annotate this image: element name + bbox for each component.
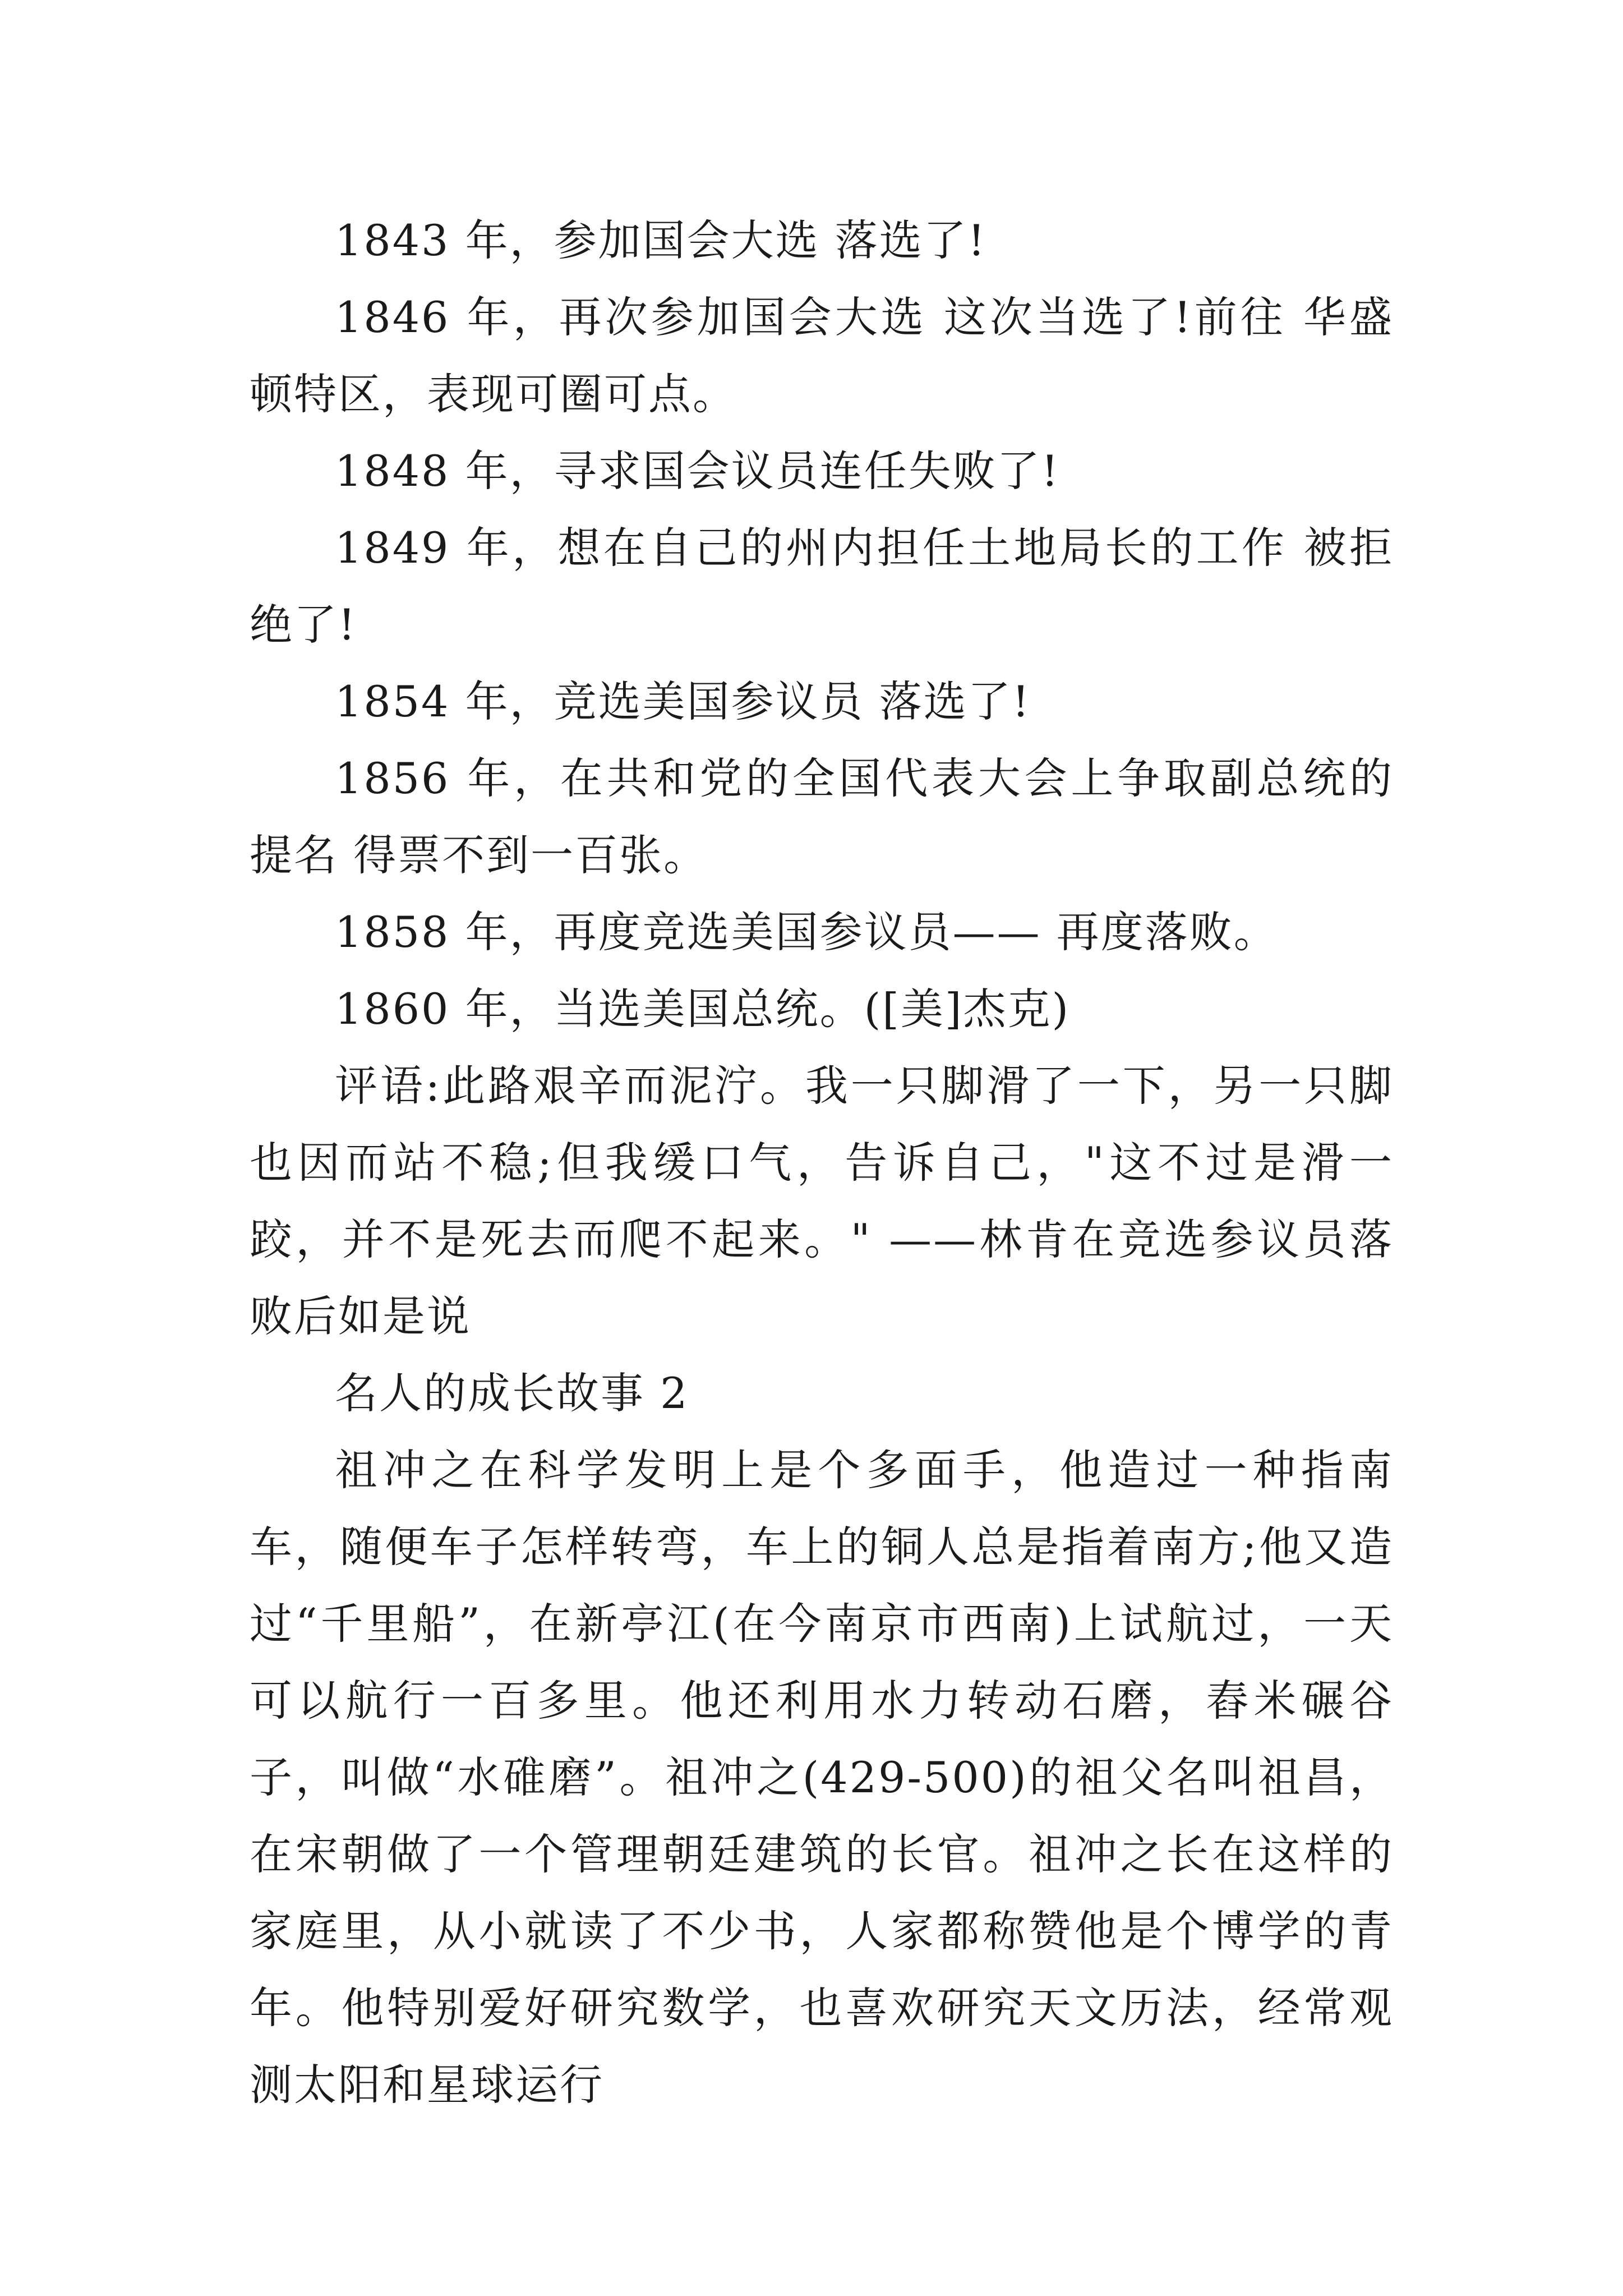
paragraph-1858: 1858 年，再度竞选美国参议员—— 再度落败。 <box>335 907 1278 957</box>
paragraph-1846: 1846 年，再次参加国会大选 这次当选了!前往 华盛顿特区，表现可圈可点。 <box>250 292 1394 419</box>
paragraph-comment: 评语:此路艰辛而泥泞。我一只脚滑了一下，另一只脚也因而站不稳;但我缓口气，告诉自己，"这不过是滑一跤，并不是死去而爬不起来。" ——林肯在竞选参议员落败后如是说 <box>250 1061 1394 1341</box>
paragraph-1843: 1843 年，参加国会大选 落选了! <box>335 215 987 265</box>
paragraph-1848: 1848 年，寻求国会议员连任失败了! <box>335 446 1061 496</box>
paragraph-zu-chongzhi: 祖冲之在科学发明上是个多面手，他造过一种指南车，随便车子怎样转弯，车上的铜人总是指着南方;他又造过“千里船”，在新亭江(在今南京市西南)上试航过，一天可以航行一百多里。他还利用水力转动石磨，舂米碾谷子，叫做“水碓磨”。祖冲之(429-500)的祖父名叫祖昌，在宋朝做了一个管理朝廷建筑的长官。祖冲之长在这样的家庭里，从小就读了不少书，人家都称赞他是个博学的青年。他特别爱好研究数学，也喜欢研究天文历法，经常观测太阳和星球运行 <box>250 1445 1394 2110</box>
paragraph-1860: 1860 年，当选美国总统。([美]杰克) <box>335 984 1071 1034</box>
paragraph-1849: 1849 年，想在自己的州内担任土地局长的工作 被拒绝了! <box>250 523 1394 650</box>
document-body <box>250 202 1394 2123</box>
section-heading: 名人的成长故事 2 <box>335 1368 689 1418</box>
paragraph-1856: 1856 年，在共和党的全国代表大会上争取副总统的 提名 得票不到一百张。 <box>250 753 1394 880</box>
paragraph-1854: 1854 年，竞选美国参议员 落选了! <box>335 677 1031 726</box>
